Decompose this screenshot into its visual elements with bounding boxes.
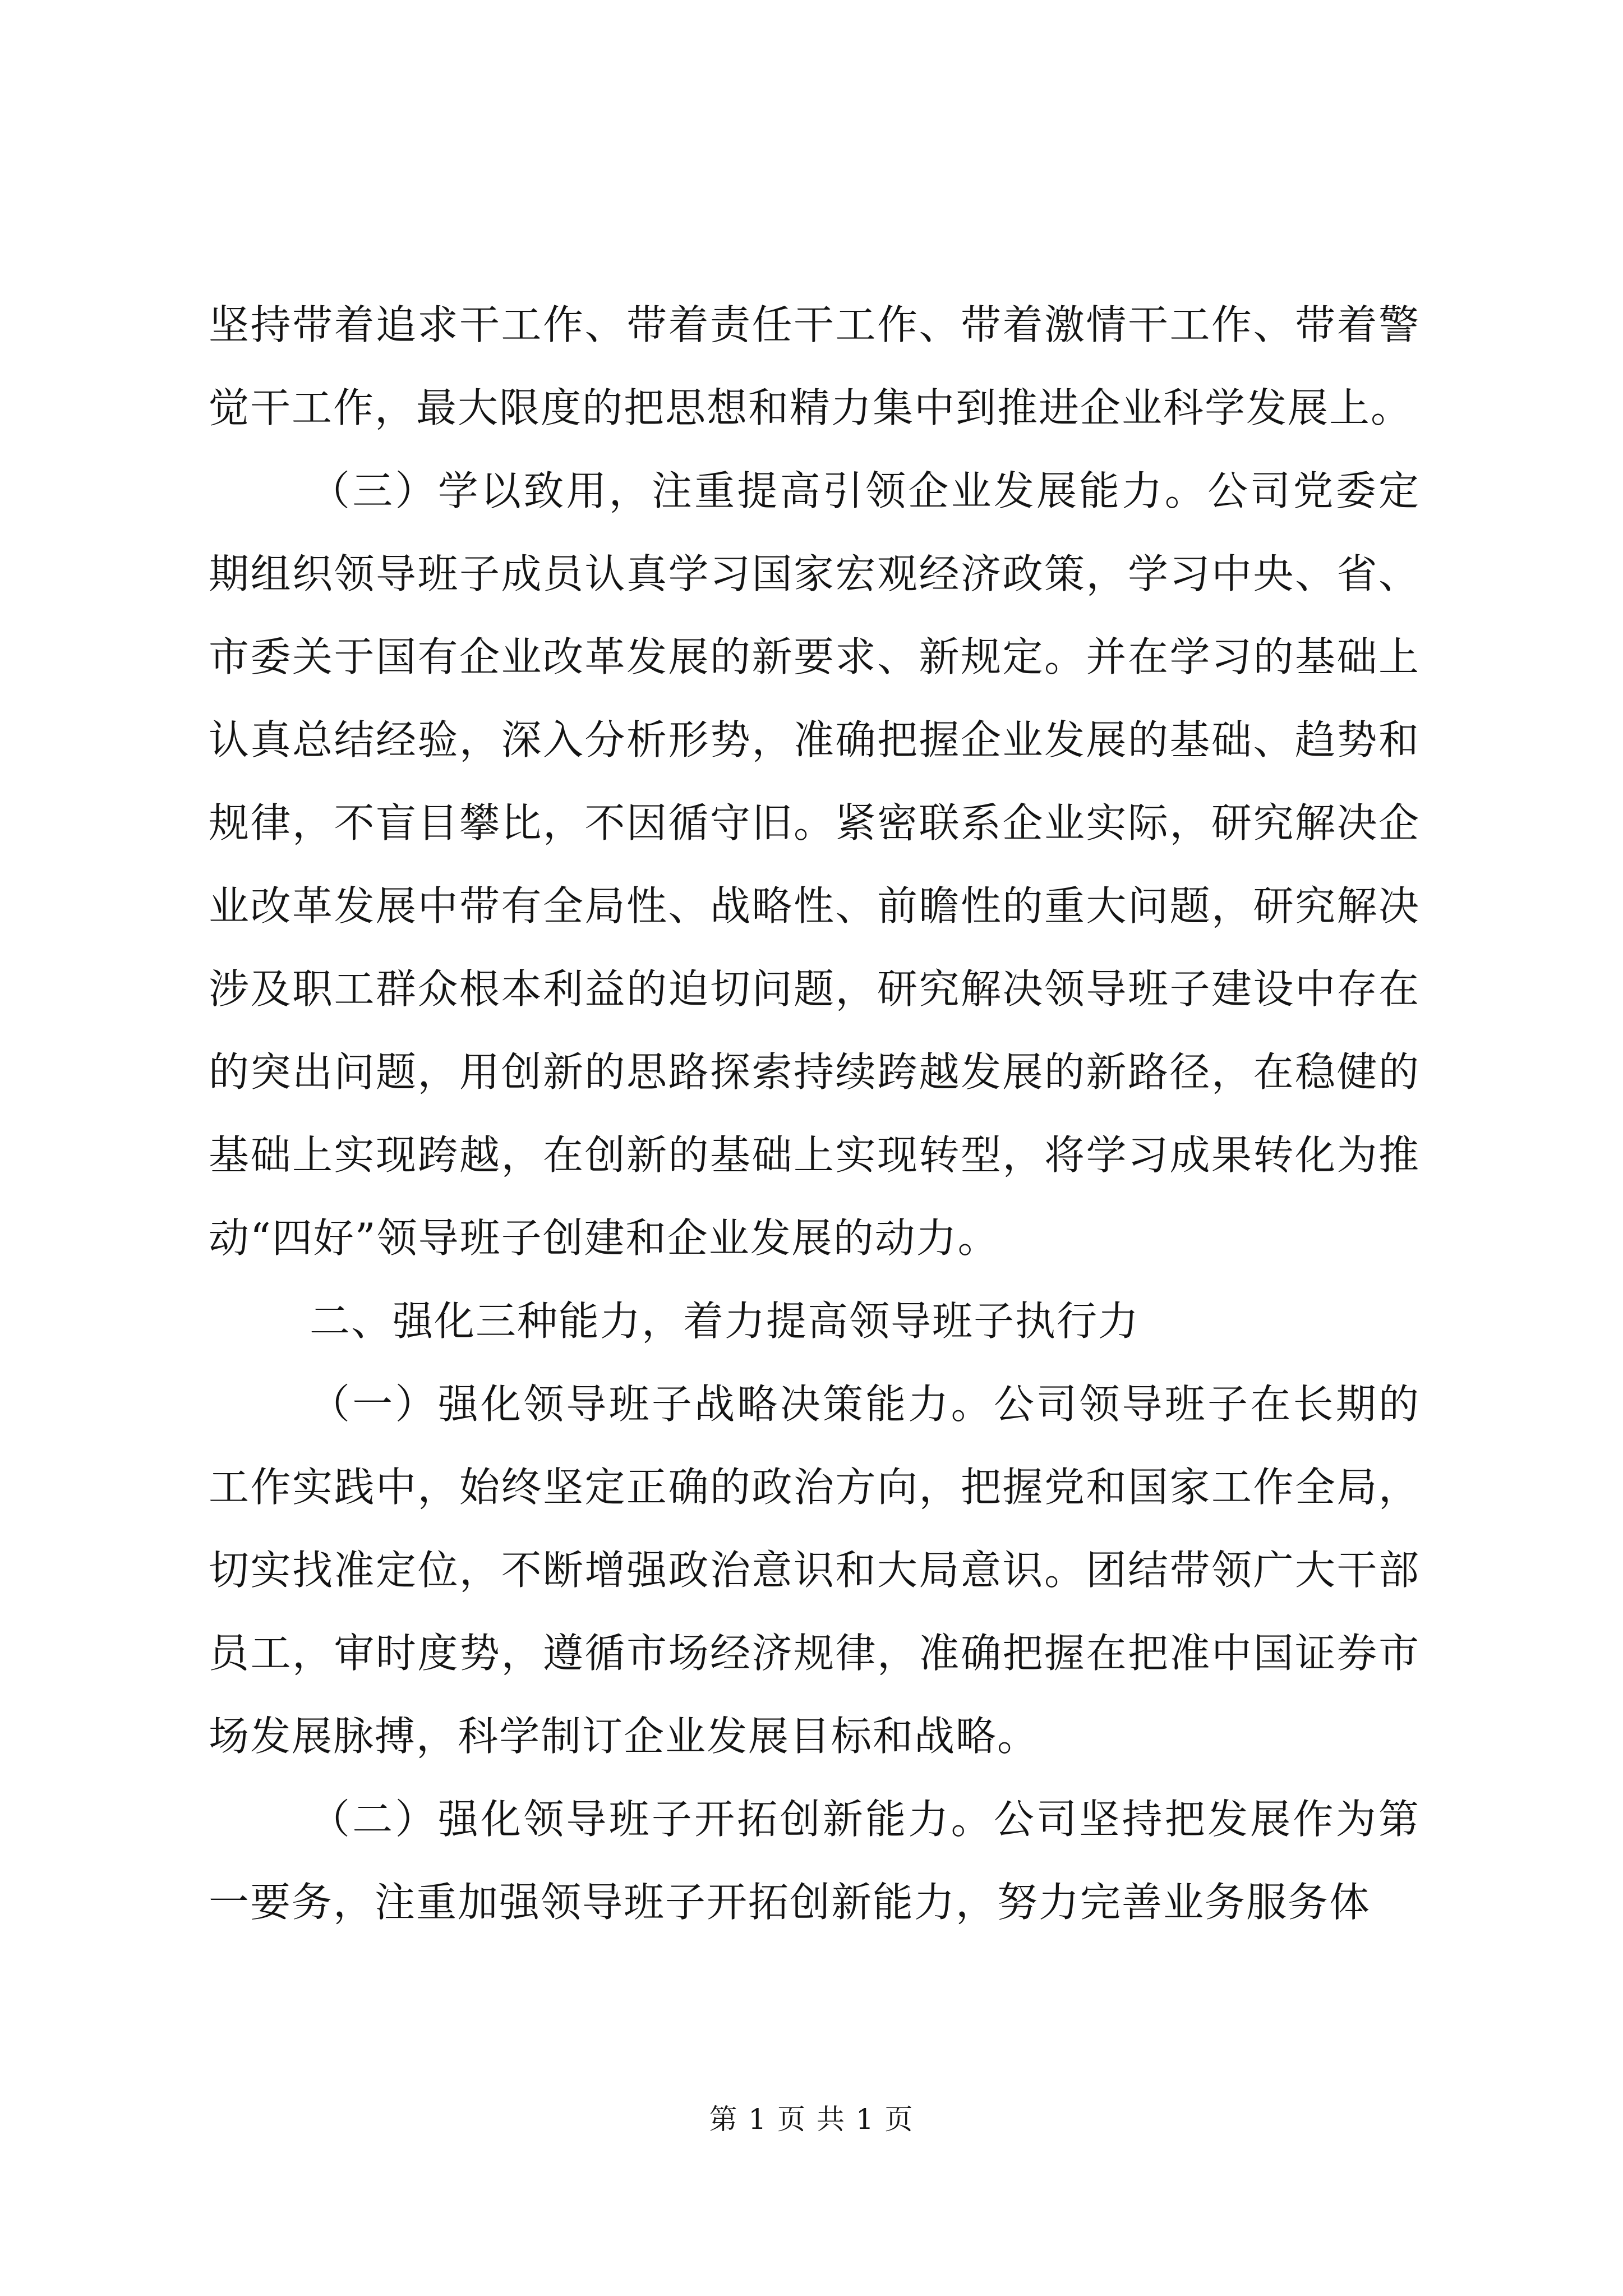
document-body [209,283,1420,1944]
paragraph-commitment: 坚持带着追求干工作、带着责任干工作、带着激情干工作、带着警觉干工作，最大限度的把思想和精力集中到推进企业科学发展上。 [209,301,1420,431]
paragraph-strategic-decision: （一）强化领导班子战略决策能力。公司领导班子在长期的工作实践中，始终坚定正确的政治方向，把握党和国家工作全局，切实找准定位，不断增强政治意识和大局意识。团结带领广大干部员工，审时度势，遵循市场经济规律，准确把握在把准中国证券市场发展脉搏，科学制订企业发展目标和战略。 [209,1381,1420,1760]
page-number-footer: 第 1 页 共 1 页 [709,2103,914,2136]
paragraph-innovation: （二）强化领导班子开拓创新能力。公司坚持把发展作为第一要务，注重加强领导班子开拓创新能力，努力完善业务服务体 [209,1796,1420,1926]
section-heading-strengthen-abilities: 二、强化三种能力，着力提高领导班子执行力 [310,1297,1140,1345]
paragraph-learning-application: （三）学以致用，注重提高引领企业发展能力。公司党委定期组织领导班子成员认真学习国家宏观经济政策，学习中央、省、市委关于国有企业改革发展的新要求、新规定。并在学习的基础上认真总结经验，深入分析形势，准确把握企业发展的基础、趋势和规律，不盲目攀比，不因循守旧。紧密联系企业实际，研究解决企业改革发展中带有全局性、战略性、前瞻性的重大问题，研究解决涉及职工群众根本利益的迫切问题，研究解决领导班子建设中存在的突出问题，用创新的思路探索持续跨越发展的新路径，在稳健的基础上实现跨越，在创新的基础上实现转型，将学习成果转化为推动“四好”领导班子创建和企业发展的动力。 [209,467,1420,1262]
